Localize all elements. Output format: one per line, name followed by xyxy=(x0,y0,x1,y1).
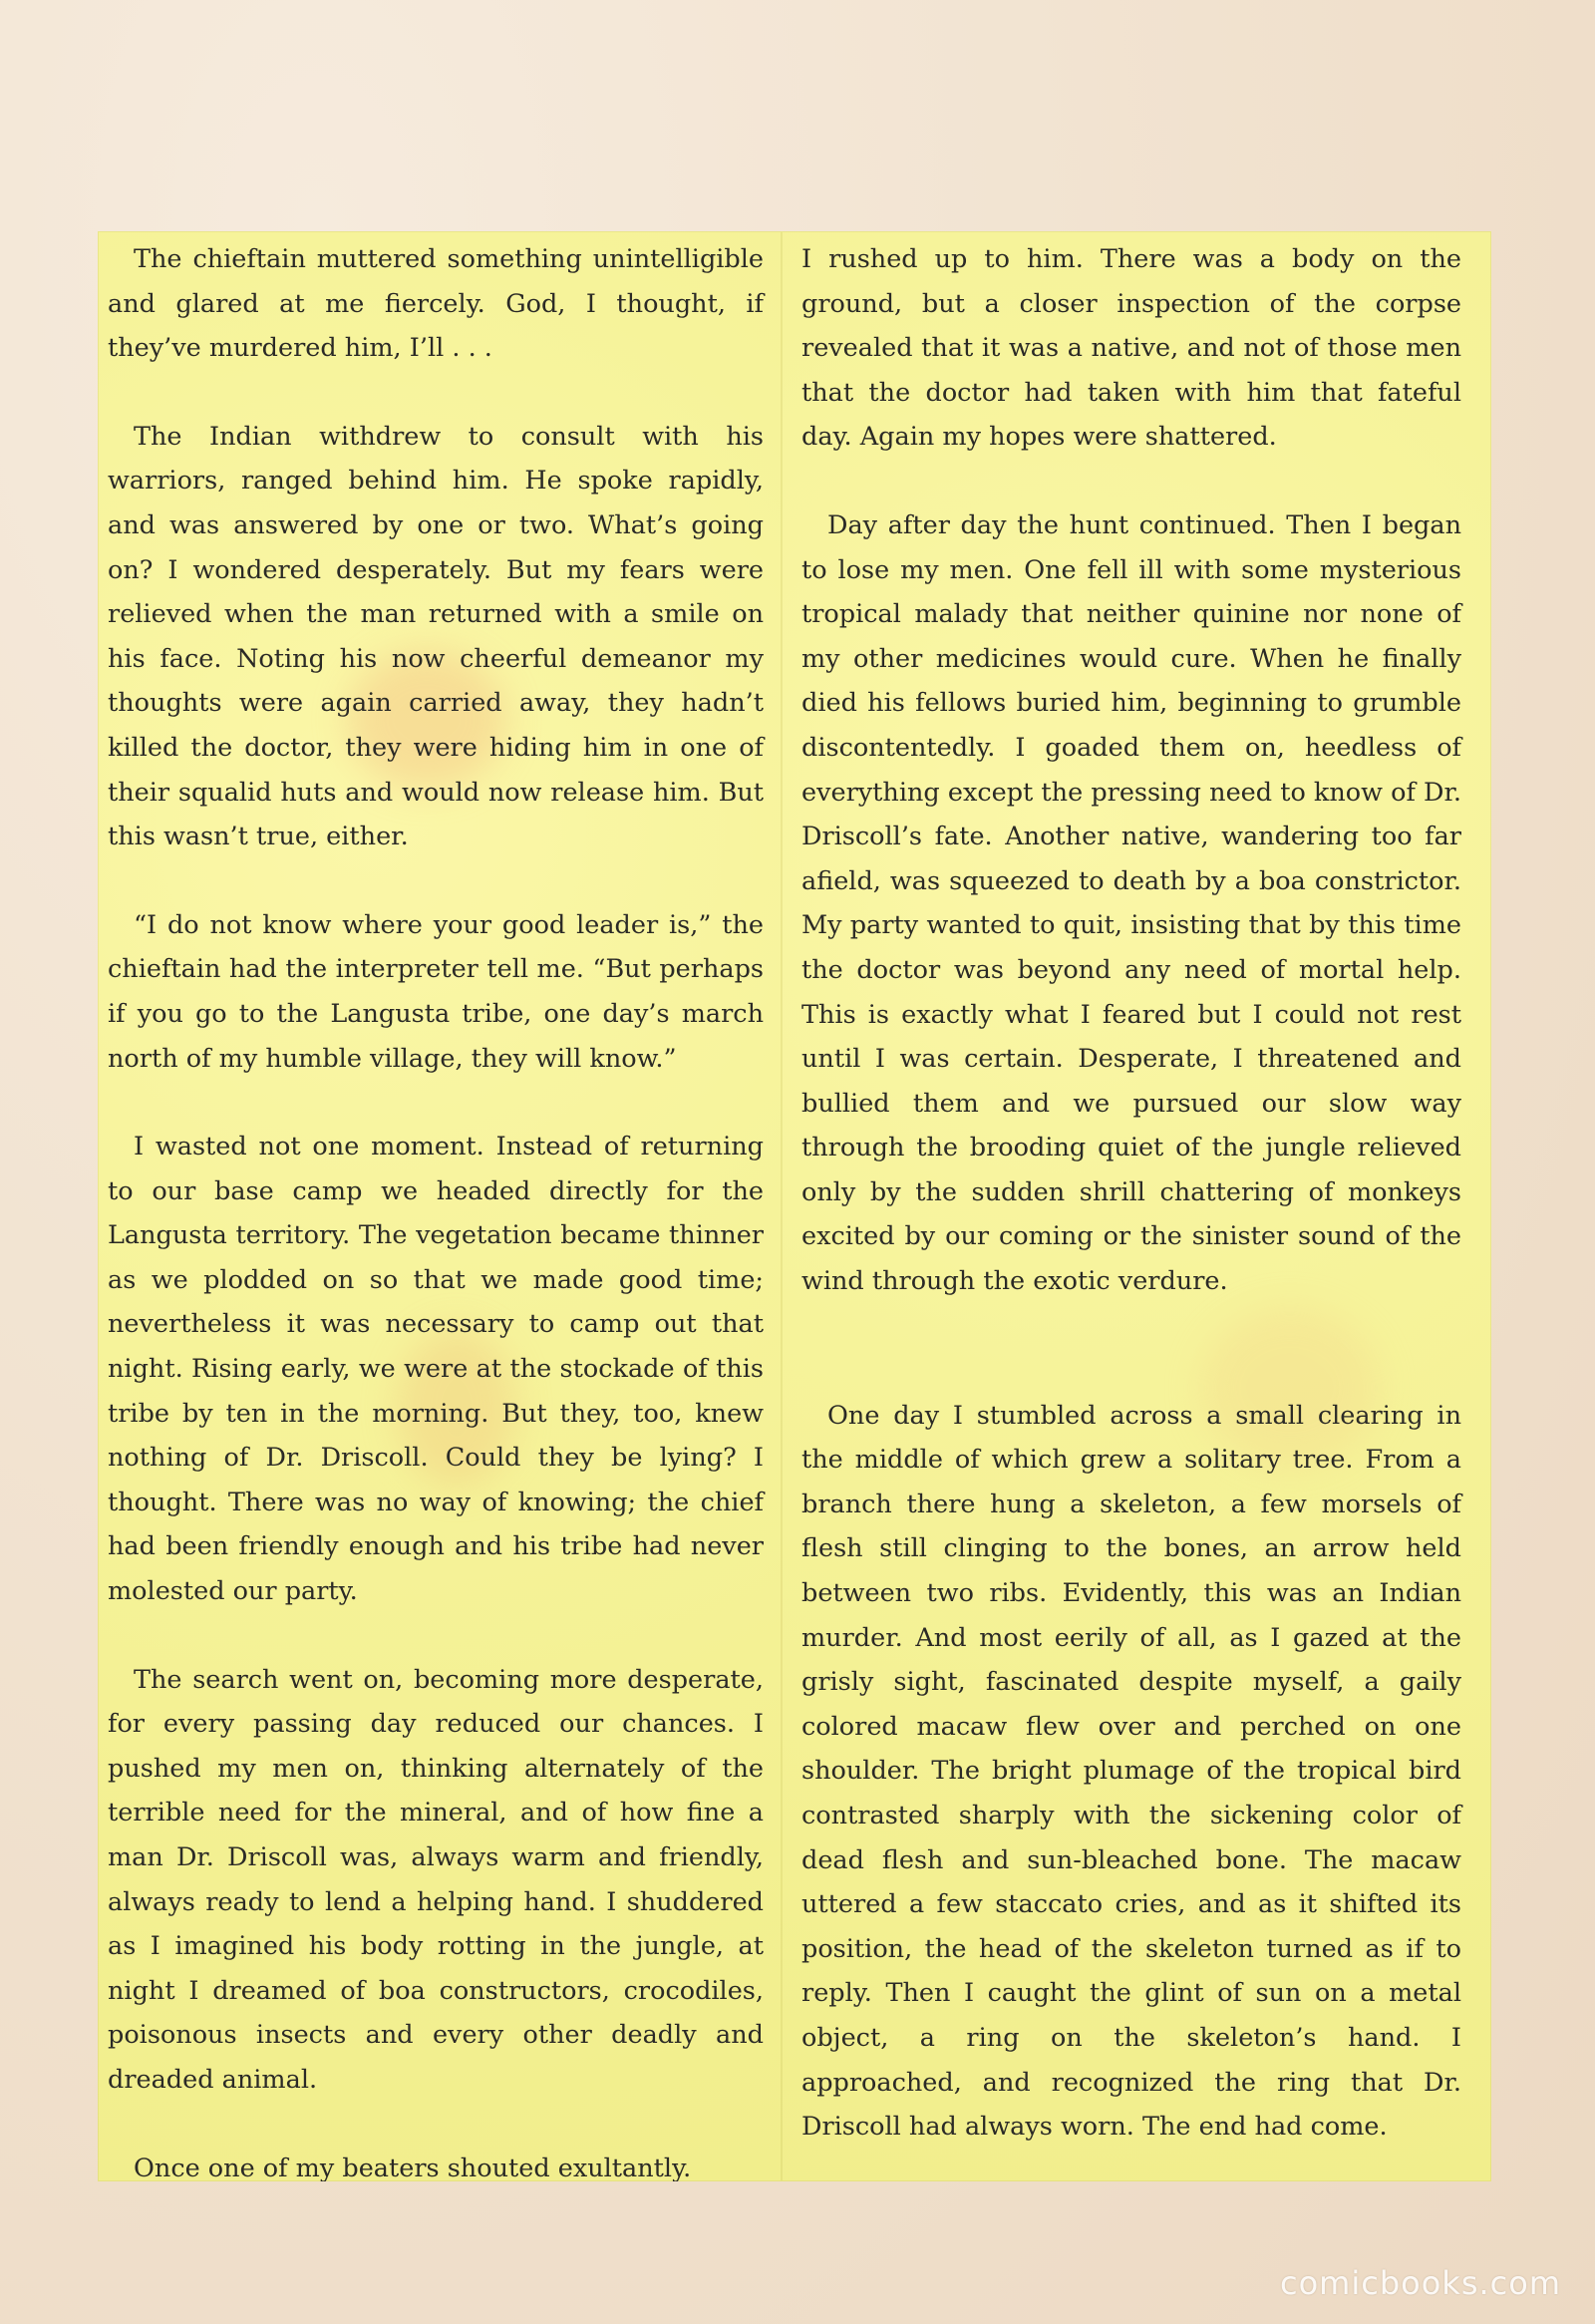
text-panel-left xyxy=(98,231,782,2181)
paragraph: Once one of my beaters shouted exultantly. xyxy=(134,2153,692,2181)
paragraph: One day I stumbled across a small clearing in the middle of which grew a solitary tree. From a branch there hung a skeleton, a few morsels of flesh still clinging to the bones, an arrow held between two ribs. Evidently, this was an Indian murder. And most eerily of all, as I gazed at the grisly sight, fascinated despite myself, a gaily colored macaw flew over and perched on one shoulder. The bright plumage of the tropical bird contrasted sharply with the sickening color of dead flesh and sun-bleached bone. The macaw uttered a few staccato cries, and as it shifted its position, the head of the skeleton turned as if to reply. Then I caught the glint of sun on a metal object, a ring on the skeleton’s hand. I approached, and recognized the ring that Dr. Driscoll had always worn. The end had come. xyxy=(801,1400,1461,2143)
text-column-left xyxy=(98,231,782,2181)
site-watermark: comicbooks.com xyxy=(1279,2264,1561,2302)
paragraph: The search went on, becoming more desperate, for every passing day reduced our chances. I pushed my men on, thinking alternately of the terrible need for the mineral, and of how fine a man Dr. Driscoll was, always warm and friendly, always ready to lend a helping hand. I shuddered as I imagined his body rotting in the jungle, at night I dreamed of boa constructors, crocodiles, poisonous insects and every other deadly and dreaded animal. xyxy=(108,1664,764,2095)
paragraph: The Indian withdrew to consult with his warriors, ranged behind him. He spoke rapidly, and was answered by one or two. What’s going on? I wondered desperately. But my fears were relieved when the man returned with a smile on his face. Noting his now cheerful demeanor my thoughts were again carried away, they hadn’t killed the doctor, they were hiding him in one of their squalid huts and would now release him. But this wasn’t true, either. xyxy=(108,421,764,852)
paragraph: The chieftain muttered something unintelligible and glared at me fiercely. God, I thought, if they’ve murdered him, I’ll . . . xyxy=(108,244,764,364)
paragraph: I wasted not one moment. Instead of returning to our base camp we headed directly for the Langusta territory. The vegetation became thinner as we plodded on so that we made good time; nevertheless it was necessary to camp out that night. Rising early, we were at the stockade of this tribe by ten in the morning. But they, too, knew nothing of Dr. Driscoll. Could they be lying? I thought. There was no way of knowing; the chief had been friendly enough and his tribe had never molested our party. xyxy=(108,1132,764,1607)
paragraph: Day after day the hunt continued. Then I began to lose my men. One fell ill with some mysterious tropical malady that neither quinine nor none of my other medicines would cure. When he finally died his fellows buried him, beginning to grumble discontentedly. I goaded them on, heedless of everything except the pressing need to know of Dr. Driscoll’s fate. Another native, wandering too far afield, was squeezed to death by a boa constrictor. My party wanted to quit, insisting that by this time the doctor was beyond any need of mortal help. This is exactly what I feared but I could not rest until I was certain. Desperate, I threatened and bullied them and we pursued our slow way through the brooding quiet of the jungle relieved only by the sudden shrill chattering of monkeys excited by our coming or the sinister sound of the wind through the exotic verdure. xyxy=(801,509,1461,1297)
paragraph: I rushed up to him. There was a body on the ground, but a closer inspection of the corpse revealed that it was a native, and not of those men that the doctor had taken with him that fateful day. Again my hopes were shattered. xyxy=(801,244,1461,453)
text-column-right xyxy=(782,231,1491,2181)
text-panel-right xyxy=(782,231,1491,2181)
paragraph: “I do not know where your good leader is,” the chieftain had the interpreter tell me. “But perhaps if you go to the Langusta tribe, one day’s march north of my humble village, they will know.” xyxy=(108,909,764,1074)
